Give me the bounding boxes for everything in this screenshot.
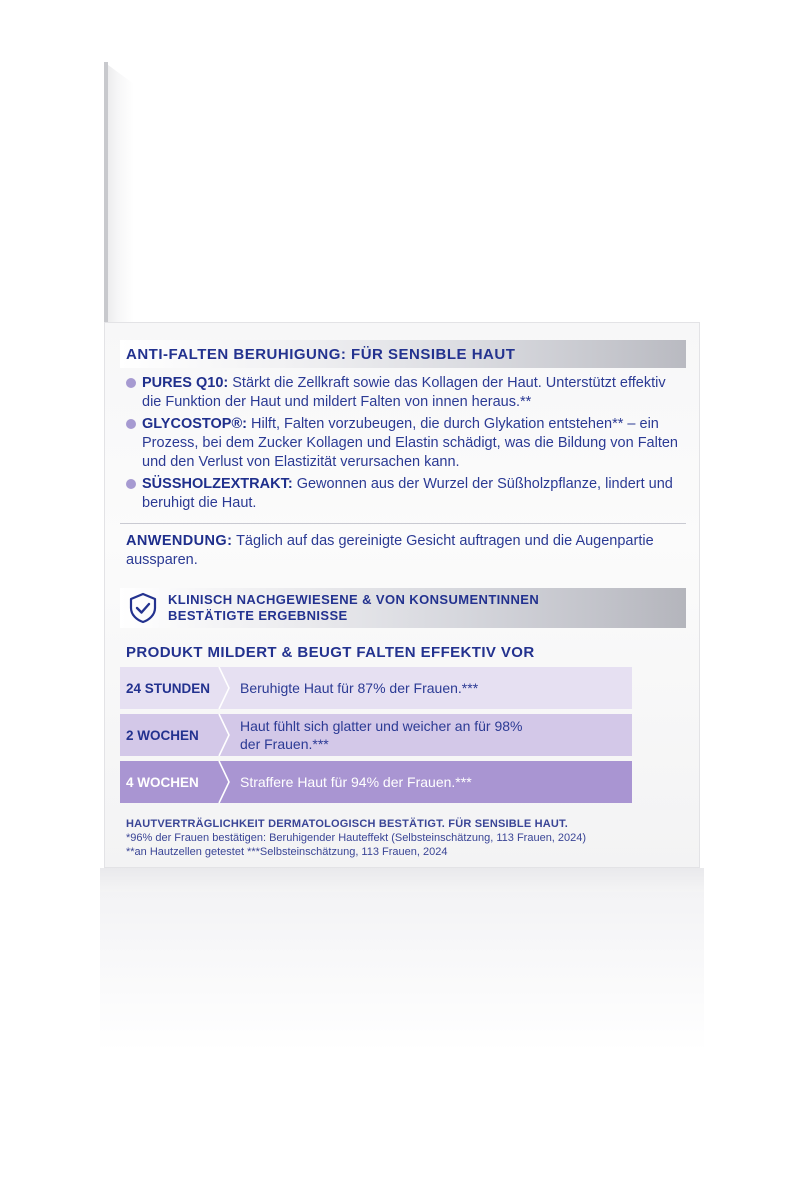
usage-title: ANWENDUNG:	[126, 533, 233, 549]
usage-instructions	[120, 532, 686, 570]
ingredient-text: Hilft, Falten vorzubeugen, die durch Glykation entstehen** – ein Prozess, bei dem Zucker Kollagen und Elastin schädigt, was die Bildung von Falten und den Verlust von Elastizität verursachen kann.	[142, 416, 678, 470]
main-heading: ANTI-FALTEN BERUHIGUNG: FÜR SENSIBLE HAUT	[126, 345, 516, 363]
ingredient-title: GLYCOSTOP®:	[142, 416, 247, 432]
bullet-dot-icon	[126, 479, 136, 489]
footer-title: HAUTVERTRÄGLICHKEIT DERMATOLOGISCH BESTÄTIGT. FÜR SENSIBLE HAUT.	[126, 818, 569, 830]
ingredient-item	[126, 374, 686, 412]
result-period: 2 WOCHEN	[126, 727, 199, 743]
ingredient-item	[126, 415, 686, 472]
package-text-content	[120, 340, 686, 859]
result-period: 4 WOCHEN	[126, 774, 199, 790]
result-row	[120, 761, 632, 803]
clinical-band	[120, 588, 686, 628]
heading-band	[120, 340, 686, 368]
ingredient-text: Gewonnen aus der Wurzel der Süßholzpflanze, lindert und beruhigt die Haut.	[142, 476, 673, 511]
chevron-right-icon	[218, 667, 230, 709]
box-flap	[104, 62, 134, 324]
result-row	[120, 714, 632, 756]
results-title: PRODUKT MILDERT & BEUGT FALTEN EFFEKTIV VOR	[126, 644, 535, 661]
box-flap-edge	[104, 62, 108, 324]
package-bottom-edge	[100, 868, 704, 892]
usage-text: Täglich auf das gereinigte Gesicht auftragen und die Augenpartie aussparen.	[126, 533, 654, 568]
footer-note: *96% der Frauen bestätigen: Beruhigender Hauteffekt (Selbsteinschätzung, 113 Frauen, 2024)	[126, 832, 587, 844]
ingredient-title: SÜSSHOLZEXTRAKT:	[142, 476, 293, 492]
chevron-right-icon	[218, 761, 230, 803]
package-reflection	[100, 892, 704, 1052]
footer-notes	[120, 817, 686, 859]
section-divider	[120, 523, 686, 524]
ingredient-list	[120, 374, 686, 513]
footer-note: **an Hautzellen getestet ***Selbsteinschätzung, 113 Frauen, 2024	[126, 846, 448, 858]
ingredient-text: Stärkt die Zellkraft sowie das Kollagen der Haut. Unterstützt effektiv die Funktion der Haut und mildert Falten von innen heraus.**	[142, 375, 666, 410]
shield-check-icon	[126, 591, 160, 625]
results-table	[120, 667, 686, 803]
result-text: Haut fühlt sich glatter und weicher an für 98% der Frauen.***	[240, 718, 523, 752]
ingredient-title: PURES Q10:	[142, 375, 229, 391]
result-text: Beruhigte Haut für 87% der Frauen.***	[240, 680, 479, 696]
bullet-dot-icon	[126, 419, 136, 429]
chevron-right-icon	[218, 714, 230, 756]
result-row	[120, 667, 632, 709]
clinical-claim: KLINISCH NACHGEWIESENE & VON KONSUMENTINNEN BESTÄTIGTE ERGEBNISSE	[168, 592, 540, 623]
result-text: Straffere Haut für 94% der Frauen.***	[240, 774, 472, 790]
bullet-dot-icon	[126, 378, 136, 388]
ingredient-item	[126, 475, 686, 513]
result-period: 24 STUNDEN	[126, 680, 211, 696]
